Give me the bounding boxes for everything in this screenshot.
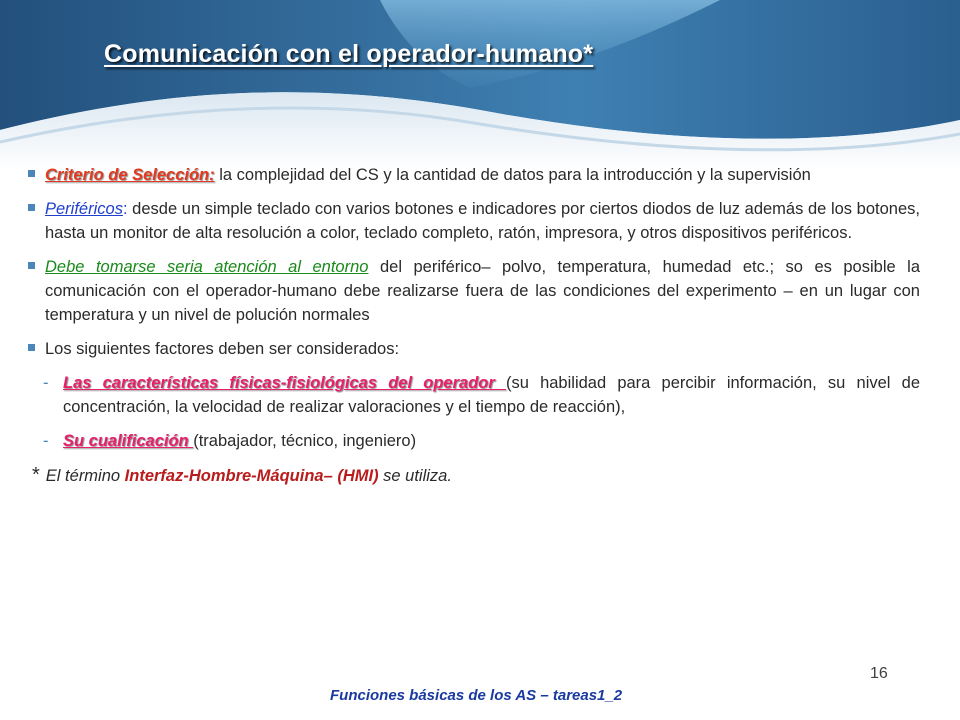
header-banner xyxy=(0,0,960,170)
bullet-perifericos xyxy=(28,197,920,245)
perifericos-text: desde un simple teclado con varios botones e indicadores por ciertos diodos de luz además de los botones, hasta un monitor de alta resolución a color, teclado completo, ratón, impresora, y otros dispositivos periféricos. xyxy=(45,200,920,242)
entorno-text: del periférico– polvo, temperatura, humedad etc.; so es posible la comunicación con el operador-humano debe realizarse fuera de las condiciones del experimento – en un lugar con temperatura y un nivel de polución normales xyxy=(45,258,920,324)
factores-text: Los siguientes factores deben ser considerados: xyxy=(45,340,400,358)
bullet-entorno xyxy=(28,255,920,327)
caracteristicas-text: (su habilidad para percibir información, su nivel de concentración, la velocidad de realizar valoraciones y el tiempo de reacción), xyxy=(63,374,920,416)
sub-item-caracteristicas xyxy=(28,371,920,419)
footnote-text-1: El término xyxy=(45,467,125,485)
keyword-cualificacion: Su cualificación xyxy=(63,432,194,450)
keyword-entorno: Debe tomarse seria atención al entorno xyxy=(45,258,369,276)
footnote-hmi: Interfaz-Hombre-Máquina– (HMI) xyxy=(124,467,379,485)
bullet-icon xyxy=(28,344,35,351)
footnote xyxy=(28,463,920,488)
bullet-criterio xyxy=(28,163,920,187)
bullet-icon xyxy=(28,204,35,211)
footer-text: Funciones básicas de los AS – tareas1_2 xyxy=(330,687,623,704)
perifericos-colon: : xyxy=(122,200,128,218)
dash-marker: - xyxy=(43,432,49,450)
bullet-icon xyxy=(28,170,35,177)
keyword-caracteristicas: Las características físicas-fisiológicas del operador xyxy=(63,374,506,392)
bullet-factores xyxy=(28,337,920,361)
bullet-icon xyxy=(28,262,35,269)
footnote-star: * xyxy=(32,464,40,486)
slide-content xyxy=(28,163,920,488)
sub-item-cualificacion xyxy=(28,429,920,453)
footnote-text-2: se utiliza. xyxy=(378,467,452,485)
cualificacion-text: (trabajador, técnico, ingeniero) xyxy=(193,432,417,450)
criterio-text: la complejidad del CS y la cantidad de datos para la introducción y la supervisión xyxy=(214,166,811,184)
dash-marker: - xyxy=(43,374,49,392)
keyword-criterio: Criterio de Selección: xyxy=(45,166,215,184)
page-number: 16 xyxy=(870,665,888,682)
slide-title: Comunicación con el operador-humano* xyxy=(104,40,594,68)
keyword-perifericos: Periféricos xyxy=(45,200,123,218)
